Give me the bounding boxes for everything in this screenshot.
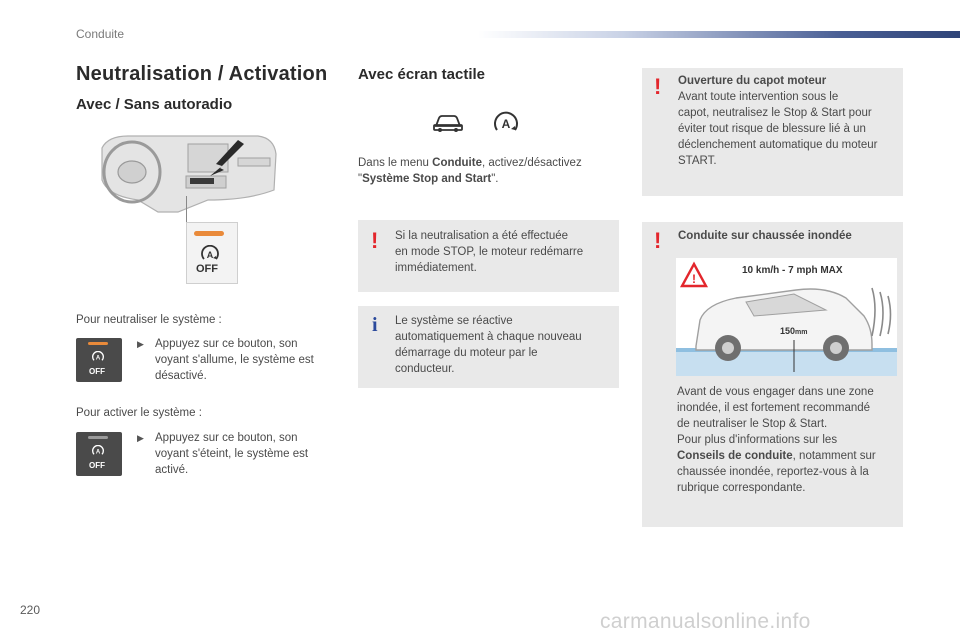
- text-line: rubrique correspondante.: [677, 482, 806, 494]
- text-line: Pour plus d'informations sur les: [677, 434, 838, 446]
- text-line: désactivé.: [155, 370, 207, 382]
- auto-start-icon: [91, 350, 105, 368]
- warning-icon: !: [654, 74, 662, 99]
- section-label: Conduite: [76, 27, 125, 41]
- svg-text:A: A: [206, 250, 214, 260]
- text-line: Appuyez sur ce bouton, son: [155, 432, 298, 444]
- text-line: démarrage du moteur par le: [395, 347, 538, 359]
- text-line: activé.: [155, 464, 189, 476]
- warning-icon: !: [654, 228, 662, 253]
- text-span: , activez/désactivez: [481, 157, 582, 169]
- subtitle-autoradio: Avec / Sans autoradio: [76, 96, 233, 113]
- info-icon: i: [372, 314, 378, 336]
- svg-text:A: A: [95, 449, 101, 456]
- text-line: [358, 155, 582, 171]
- off-label: OFF: [196, 263, 218, 275]
- touchscreen-title: Avec écran tactile: [358, 66, 486, 83]
- depth-value: 150: [780, 326, 796, 336]
- bullet-marker: ▶: [137, 433, 144, 443]
- hood-warning-box: [642, 68, 903, 196]
- text-line: Avant de vous engager dans une zone: [677, 386, 874, 398]
- indicator-light: [194, 231, 224, 236]
- activate-intro: Pour activer le système :: [76, 407, 202, 419]
- text-line: en mode STOP, le moteur redémarre: [395, 246, 584, 258]
- menu-instruction: [358, 155, 582, 187]
- off-button-unlit: [76, 432, 122, 476]
- text-span: , notamment sur: [792, 450, 876, 462]
- text-line: Si la neutralisation a été effectuée: [395, 230, 569, 242]
- bullet-marker: ▶: [137, 339, 144, 349]
- flood-title: Conduite sur chaussée inondée: [678, 230, 852, 242]
- flood-warning-box: [642, 222, 903, 527]
- hood-warning-text: [678, 73, 877, 169]
- auto-start-icon: [492, 110, 520, 141]
- water-depth-label: [780, 326, 807, 336]
- page-title: Neutralisation / Activation: [76, 63, 328, 85]
- text-span: Dans le menu: [358, 157, 433, 169]
- off-label: OFF: [89, 461, 105, 470]
- header-bar: [478, 31, 960, 38]
- info-box: [358, 306, 619, 388]
- hood-title: Ouverture du capot moteur: [678, 75, 827, 87]
- text-line: START.: [678, 155, 717, 167]
- advice-link-name: Conseils de conduite: [677, 450, 793, 462]
- dashboard-illustration: [98, 130, 278, 220]
- svg-text:!: !: [692, 272, 696, 286]
- text-line: conducteur.: [395, 363, 455, 375]
- text-line: voyant s'éteint, le système est: [155, 448, 309, 460]
- text-line: inondée, il est fortement recommandé: [677, 402, 871, 414]
- info-text: [395, 313, 582, 377]
- warning-icon: !: [371, 228, 379, 253]
- svg-text:A: A: [95, 355, 101, 362]
- car-settings-icon: [432, 112, 464, 139]
- menu-option-name: Système Stop and Start: [362, 173, 492, 185]
- text-line: immédiatement.: [395, 262, 477, 274]
- off-button-illustration: [186, 222, 238, 284]
- text-line: éviter tout risque de blessure lié à un: [678, 123, 866, 135]
- auto-start-icon: [91, 444, 105, 462]
- warning-box: [358, 220, 619, 292]
- warning-text: [395, 228, 583, 276]
- text-line: voyant s'allume, le système est: [155, 354, 314, 366]
- text-line: capot, neutralisez le Stop & Start pour: [678, 107, 872, 119]
- flood-text: [677, 384, 876, 496]
- off-button-lit: [76, 338, 122, 382]
- text-line: automatiquement à chaque nouveau: [395, 331, 582, 343]
- indicator-light: [88, 436, 108, 439]
- text-line: [677, 448, 876, 464]
- activate-instruction: [155, 430, 308, 478]
- text-line: déclenchement automatique du moteur: [678, 139, 878, 151]
- text-span: ".: [491, 173, 499, 185]
- page-number: 220: [20, 603, 41, 617]
- depth-unit: mm: [795, 329, 808, 336]
- indicator-light: [88, 342, 108, 345]
- text-line: chaussée inondée, reportez-vous à la: [677, 466, 869, 478]
- text-line: Le système se réactive: [395, 315, 513, 327]
- text-line: de neutraliser le Stop & Start.: [677, 418, 828, 430]
- watermark: carmanualsonline.info: [600, 610, 811, 633]
- menu-name: Conduite: [432, 157, 482, 169]
- neutralize-instruction: [155, 336, 314, 384]
- callout-line: [186, 196, 187, 224]
- speed-limit-label: 10 km/h - 7 mph MAX: [742, 265, 843, 276]
- svg-text:A: A: [501, 117, 511, 131]
- off-label: OFF: [89, 367, 105, 376]
- neutralize-intro: Pour neutraliser le système :: [76, 314, 222, 326]
- text-span: ": [358, 173, 363, 185]
- text-line: Avant toute intervention sous le: [678, 91, 839, 103]
- text-line: Appuyez sur ce bouton, son: [155, 338, 298, 350]
- text-line: [358, 171, 582, 187]
